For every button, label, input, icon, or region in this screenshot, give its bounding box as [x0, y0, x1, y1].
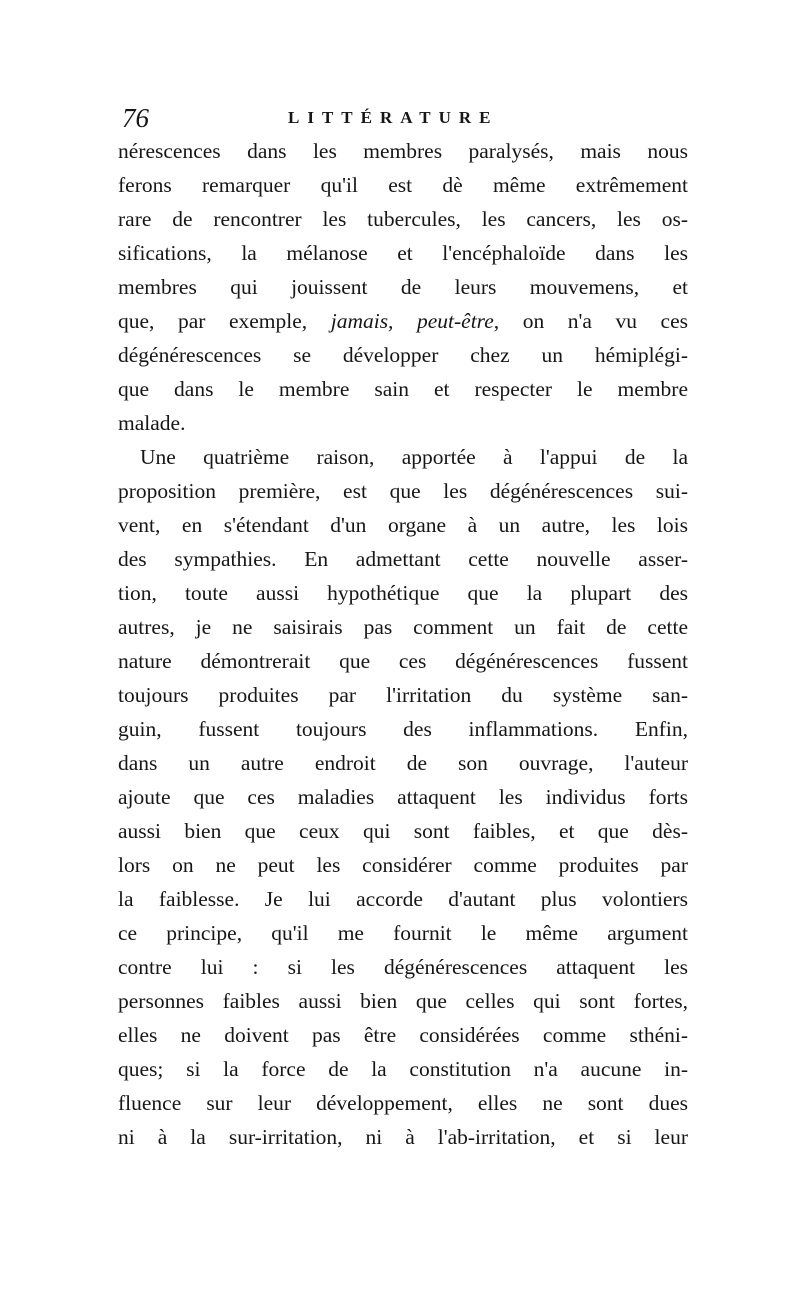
text-line: Une quatrième raison, apportée à l'appui de la — [140, 445, 688, 469]
text-line: tion, toute aussi hypothétique que la plupart des — [118, 581, 688, 605]
text-line: que dans le membre sain et respecter le membre — [118, 377, 688, 401]
text-line: ajoute que ces maladies attaquent les individus forts — [118, 785, 688, 809]
text-line: la faiblesse. Je lui accorde d'autant plus volontiers — [118, 887, 688, 911]
text-line: rare de rencontrer les tubercules, les cancers, les os- — [118, 207, 688, 231]
body-text — [118, 134, 688, 1154]
text-line: proposition première, est que les dégénérescences sui- — [118, 479, 688, 503]
text-line: dégénérescences se développer chez un hémiplégi- — [118, 343, 688, 367]
text-line: ques; si la force de la constitution n'a aucune in- — [118, 1057, 688, 1081]
text-line: ferons remarquer qu'il est dè même extrêmement — [118, 173, 688, 197]
text-line: guin, fussent toujours des inflammations. Enfin, — [118, 717, 688, 741]
running-title: LITTÉRATURE — [288, 108, 499, 127]
text-line: ni à la sur-irritation, ni à l'ab-irritation, et si leur — [118, 1125, 688, 1149]
text-line: fluence sur leur développement, elles ne sont dues — [118, 1091, 688, 1115]
text-line: nature démontrerait que ces dégénérescences fussent — [118, 649, 688, 673]
text-line: personnes faibles aussi bien que celles qui sont fortes, — [118, 989, 688, 1013]
text-line: que, par exemple, jamais, peut-être, on n'a vu ces — [118, 309, 688, 333]
text-line: aussi bien que ceux qui sont faibles, et que dès- — [118, 819, 688, 843]
text-line: elles ne doivent pas être considérées comme sthéni- — [118, 1023, 688, 1047]
text-line: contre lui : si les dégénérescences attaquent les — [118, 955, 688, 979]
emphasis-text: jamais, peut-être — [330, 309, 494, 333]
text-line: membres qui jouissent de leurs mouvemens, et — [118, 275, 688, 299]
text-line: dans un autre endroit de son ouvrage, l'auteur — [118, 751, 688, 775]
text-line: lors on ne peut les considérer comme produites par — [118, 853, 688, 877]
text-line: vent, en s'étendant d'un organe à un autre, les lois — [118, 513, 688, 537]
text-line: ce principe, qu'il me fournit le même argument — [118, 921, 688, 945]
text-line: sifications, la mélanose et l'encéphaloïde dans les — [118, 241, 688, 265]
page-number: 76 — [122, 103, 149, 133]
text-line: toujours produites par l'irritation du système san- — [118, 683, 688, 707]
page-header — [122, 98, 682, 138]
text-line: malade. — [118, 411, 186, 435]
text-line: autres, je ne saisirais pas comment un fait de cette — [118, 615, 688, 639]
text-line: des sympathies. En admettant cette nouvelle asser- — [118, 547, 688, 571]
text-line: nérescences dans les membres paralysés, mais nous — [118, 139, 688, 163]
